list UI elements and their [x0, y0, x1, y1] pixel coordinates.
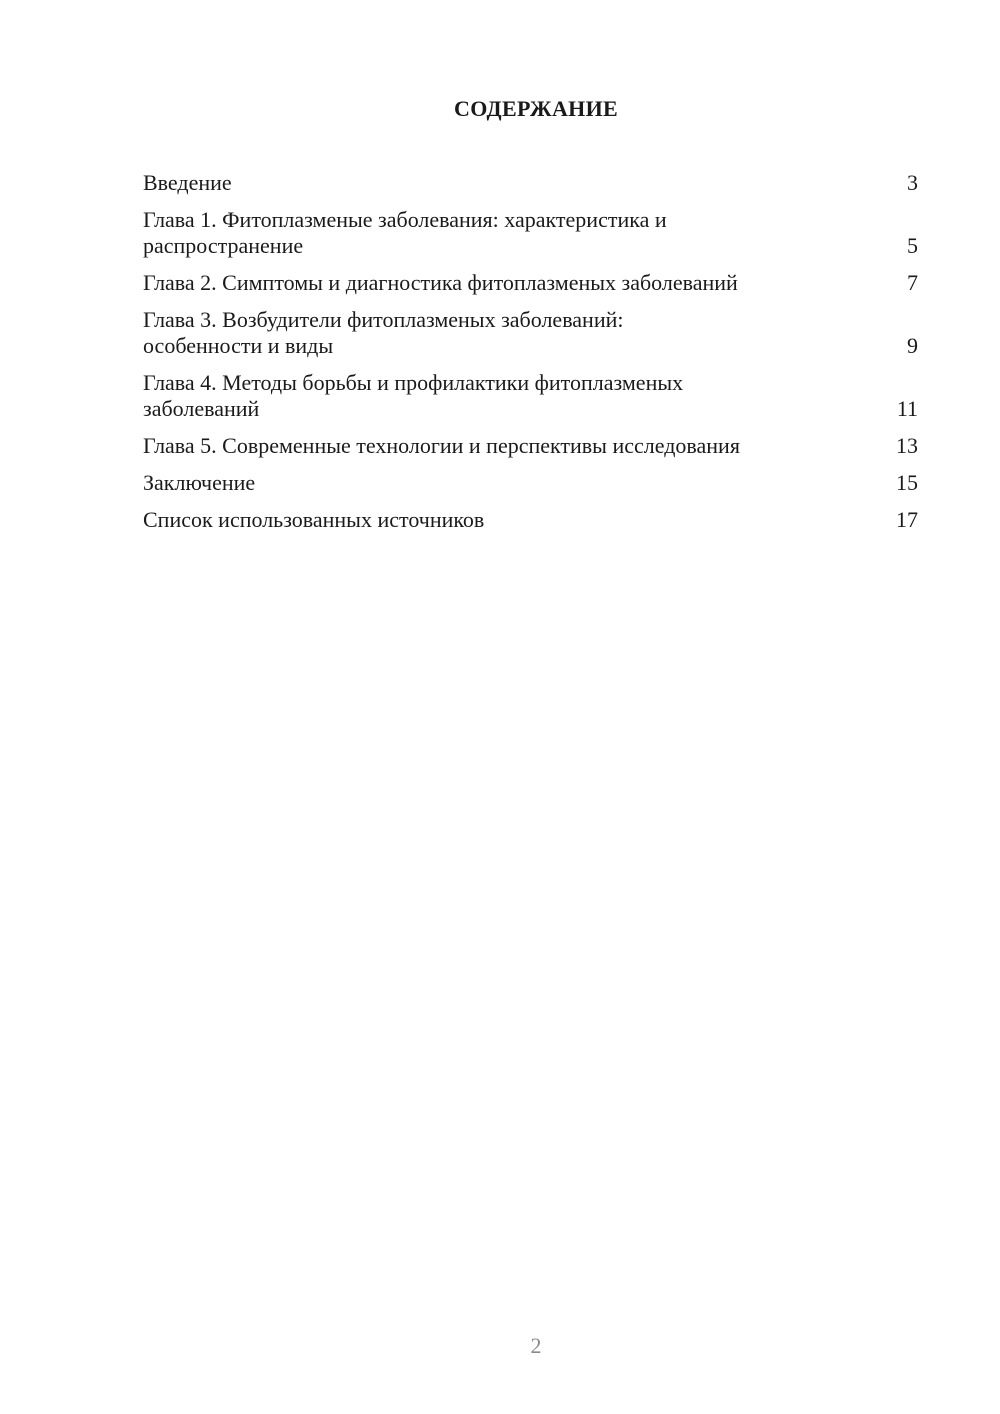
- toc-entry-label: Глава 2. Симптомы и диагностика фитоплазменых заболеваний: [143, 270, 738, 295]
- toc-entry-page: 7: [907, 270, 918, 295]
- toc-title: СОДЕРЖАНИЕ: [454, 96, 618, 121]
- toc-entry-chapter-1: [143, 207, 918, 259]
- table-of-contents: [143, 170, 918, 544]
- toc-entry-introduction: [143, 170, 918, 196]
- toc-entry-page: 11: [896, 396, 918, 421]
- toc-entry-chapter-3: [143, 307, 918, 359]
- toc-entry-label: Глава 4. Методы борьбы и профилактики фитоплазменых заболеваний: [143, 370, 684, 421]
- toc-entry-references: [143, 507, 918, 533]
- toc-entry-label: Введение: [143, 170, 232, 195]
- toc-entry-page: 9: [907, 333, 918, 358]
- toc-entry-chapter-5: [143, 433, 918, 459]
- toc-entry-page: 17: [896, 507, 918, 532]
- toc-entry-chapter-2: [143, 270, 918, 296]
- toc-entry-label: Глава 1. Фитоплазменые заболевания: характеристика и распространение: [143, 207, 667, 258]
- toc-entry-label: Список использованных источников: [143, 507, 485, 532]
- toc-entry-label: Глава 3. Возбудители фитоплазменых заболеваний: особенности и виды: [143, 307, 624, 358]
- toc-entry-label: Заключение: [143, 470, 256, 495]
- toc-entry-chapter-4: [143, 370, 918, 422]
- toc-entry-conclusion: [143, 470, 918, 496]
- toc-entry-label: Глава 5. Современные технологии и перспективы исследования: [143, 433, 740, 458]
- toc-entry-page: 3: [907, 170, 918, 195]
- toc-entry-page: 15: [896, 470, 918, 495]
- toc-entry-page: 13: [896, 433, 918, 458]
- page-number: 2: [530, 1333, 542, 1358]
- toc-entry-page: 5: [907, 233, 918, 258]
